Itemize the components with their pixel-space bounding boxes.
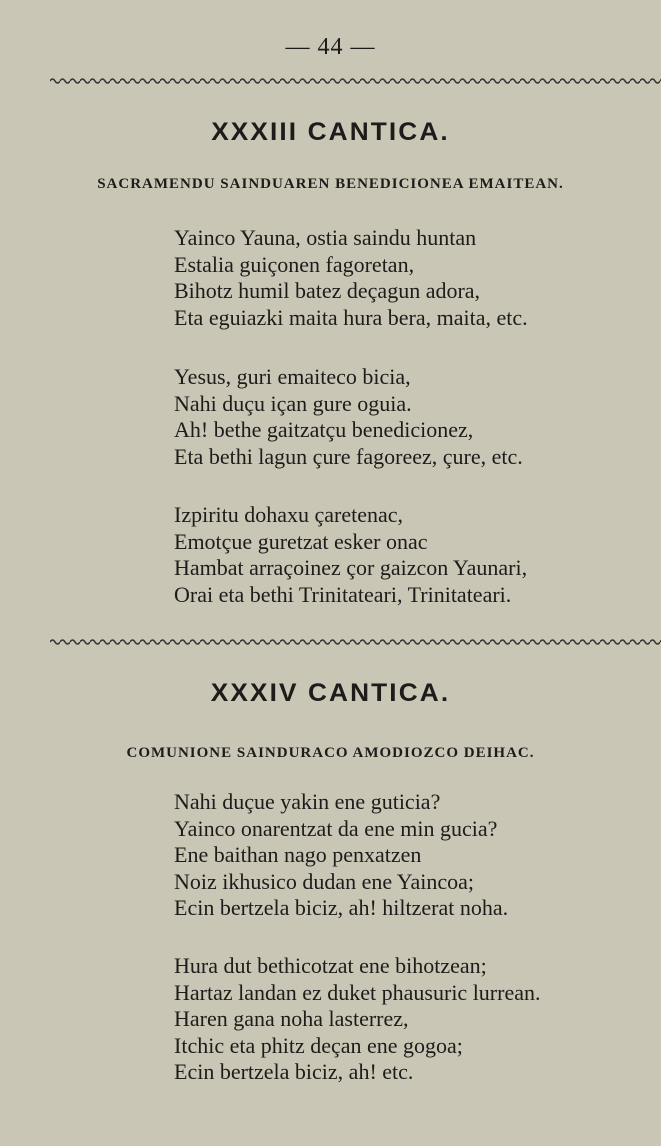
cantica-subtitle-33: SACRAMENDU SAINDUAREN BENEDICIONEA EMAITEAN.: [97, 176, 564, 192]
wavy-divider-top: [50, 76, 661, 86]
wavy-divider-middle: [50, 637, 661, 647]
verse-line: Yainco onarentzat da ene min gucia?: [174, 815, 498, 841]
verse-line: Bihotz humil batez deçagun adora,: [174, 278, 481, 303]
stanza-33-3: [174, 502, 654, 608]
verse-line: Itchic eta phitz deçan ene gogoa;: [174, 1032, 463, 1058]
verse-line: Eta eguiazki maita hura bera, maita, etc.: [174, 304, 528, 330]
verse-line: Emotçue guretzat esker onac: [174, 528, 428, 554]
verse-line: Noiz ikhusico dudan ene Yaincoa;: [174, 868, 474, 894]
cantica-subtitle-34: COMUNIONE SAINDURACO AMODIOZCO DEIHAC.: [126, 745, 535, 761]
verse-line: Yesus, guri emaiteco bicia,: [174, 364, 411, 389]
verse-line: Nahi duçue yakin ene guticia?: [174, 789, 441, 814]
stanza-33-2: [174, 364, 654, 470]
cantica-title-34: XXXIV CANTICA.: [210, 679, 451, 707]
verse-line: Eta bethi lagun çure fagoreez, çure, etc.: [174, 443, 523, 469]
page-number: — 44 —: [285, 34, 376, 60]
verse-line: Ecin bertzela biciz, ah! etc.: [174, 1059, 414, 1084]
stanza-33-1: [174, 225, 654, 331]
verse-line: Hartaz landan ez duket phausuric lurrean.: [174, 979, 541, 1005]
stanza-34-2: [174, 953, 654, 1086]
verse-line: Estalia guiçonen fagoretan,: [174, 251, 415, 277]
verse-line: Izpiritu dohaxu çaretenac,: [174, 502, 404, 527]
verse-line: Hura dut bethicotzat ene bihotzean;: [174, 953, 487, 978]
verse-line: Haren gana noha lasterrez,: [174, 1006, 409, 1031]
verse-line: Ecin bertzela biciz, ah! hiltzerat noha.: [174, 895, 509, 920]
verse-line: Ene baithan nago penxatzen: [174, 842, 422, 867]
verse-line: Hambat arraçoinez çor gaizcon Yaunari,: [174, 555, 528, 580]
stanza-34-1: [174, 789, 654, 922]
verse-line: Ah! bethe gaitzatçu benedicionez,: [174, 417, 474, 442]
verse-line: Orai eta bethi Trinitateari, Trinitateari.: [174, 581, 512, 607]
cantica-title-33: XXXIII CANTICA.: [211, 118, 450, 146]
verse-line: Nahi duçu içan gure oguia.: [174, 390, 412, 416]
verse-line: Yainco Yauna, ostia saindu huntan: [174, 225, 477, 250]
